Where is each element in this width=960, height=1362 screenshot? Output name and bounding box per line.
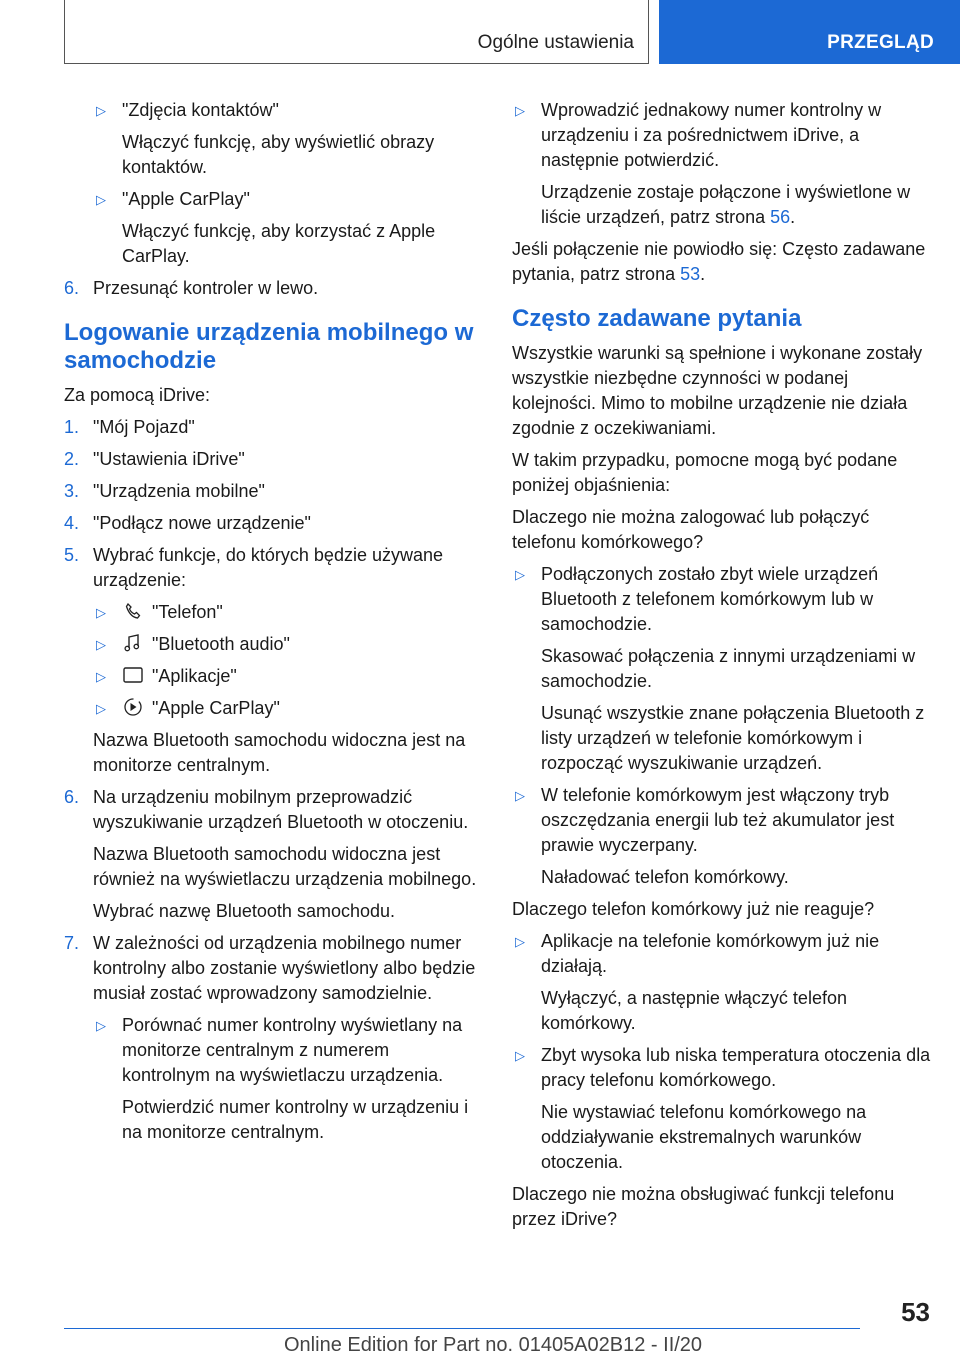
option-label: "Apple CarPlay" [122,189,250,209]
step-note: Nazwa Bluetooth samochodu widoczna jest również na wyświetlaczu urządzenia mobilnego. [93,844,477,889]
step-text: "Podłącz nowe urządzenie" [93,513,311,533]
footer-divider [64,1328,860,1329]
question: Dlaczego telefon komórkowy już nie reaguje? [512,899,875,919]
function-label: "Telefon" [152,602,223,622]
section-heading: Często zadawane pytania [512,305,802,332]
step-item [64,785,482,835]
right-column [512,98,932,1239]
step-item [64,931,482,1006]
edition-text: Online Edition for Part no. 01405A02B12 - II/20 [284,1334,703,1356]
bullet-text: Porównać numer kontrolny wyświetlany na monitorze centralnym z numerem kontrolnym na wyświetlaczu urządzenia. [122,1015,463,1085]
page-header [0,0,960,64]
list-item [512,562,932,637]
bullet-triangle-icon: ▷ [515,1048,525,1063]
function-item [64,664,482,689]
step-number: 4. [64,513,80,533]
step-text: Na urządzeniu mobilnym przeprowadzić wyszukiwanie urządzeń Bluetooth w otoczeniu. [93,787,469,832]
step-number: 6. [64,278,80,298]
step-text: Przesunąć kontroler w lewo. [93,278,319,298]
option-label: "Zdjęcia kontaktów" [122,100,279,120]
step-text: W zależności od urządzenia mobilnego numer kontrolny albo zostanie wyświetlony albo będzie musiał zostać wprowadzony samodzielnie. [93,933,476,1003]
section-heading: Logowanie urządzenia mobilnego w samochodzie [64,319,474,374]
page-number: 53 [901,1297,930,1327]
function-label: "Bluetooth audio" [152,634,290,654]
step-text: "Ustawienia iDrive" [93,449,245,469]
list-item [512,1043,932,1093]
step-number: 5. [64,545,80,565]
list-item [64,187,482,212]
question: Dlaczego nie można zalogować lub połączyć telefonu komórkowego? [512,507,870,552]
step-number: 7. [64,933,80,953]
step-item [64,447,482,472]
bullet-description: Potwierdzić numer kontrolny w urządzeniu i na monitorze centralnym. [122,1097,469,1142]
function-label: "Apple CarPlay" [152,698,280,718]
bullet-triangle-icon: ▷ [96,701,106,716]
apps-icon [122,665,144,685]
step-number: 3. [64,481,80,501]
option-description: Włączyć funkcję, aby korzystać z Apple CarPlay. [122,221,436,266]
bullet-description: Wyłączyć, a następnie włączyć telefon komórkowy. [541,988,847,1033]
bullet-triangle-icon: ▷ [515,567,525,582]
bullet-description: Nie wystawiać telefonu komórkowego na oddziaływanie ekstremalnych warunków otoczenia. [541,1102,867,1172]
phone-icon [122,601,144,621]
paragraph: W takim przypadku, pomocne mogą być podane poniżej objaśnienia: [512,450,898,495]
step-number: 1. [64,417,80,437]
list-item [512,929,932,979]
bullet-triangle-icon: ▷ [96,605,106,620]
option-description: Włączyć funkcję, aby wyświetlić obrazy kontaktów. [122,132,435,177]
bullet-description: Usunąć wszystkie znane połączenia Bluetooth z listy urządzeń w telefonie komórkowym i rozpocząć wyszukiwanie urządzeń. [541,703,925,773]
step-item [64,415,482,440]
bullet-description: Skasować połączenia z innymi urządzeniami w samochodzie. [541,646,916,691]
bullet-triangle-icon: ▷ [96,1018,106,1033]
step-number: 6. [64,787,80,807]
bullet-triangle-icon: ▷ [515,103,525,118]
step-note: Nazwa Bluetooth samochodu widoczna jest na monitorze centralnym. [93,730,466,775]
step-text: Wybrać funkcje, do których będzie używane urządzenie: [93,545,444,590]
chapter-title: PRZEGLĄD [827,32,934,53]
section-title: Ogólne ustawienia [477,32,634,53]
carplay-icon [122,697,144,717]
bullet-triangle-icon: ▷ [96,192,106,207]
bullet-text: Wprowadzić jednakowy numer kontrolny w urządzeniu i za pośrednictwem iDrive, a następnie potwierdzić. [541,100,882,170]
step-text: "Urządzenia mobilne" [93,481,265,501]
list-item [512,783,932,858]
page-link[interactable]: 53 [680,264,701,284]
chapter-tab [659,0,960,64]
paragraph: Jeśli połączenie nie powiodło się: Często zadawane pytania, patrz strona 53. [512,239,926,284]
bullet-description: Urządzenie zostaje połączone i wyświetlone w liście urządzeń, patrz strona 56. [541,182,911,227]
page-link[interactable]: 56 [770,207,791,227]
step-item [64,276,482,301]
function-label: "Aplikacje" [152,666,237,686]
function-item [64,600,482,625]
bullet-triangle-icon: ▷ [96,669,106,684]
function-item [64,632,482,657]
bullet-triangle-icon: ▷ [96,637,106,652]
step-item [64,543,482,593]
list-item [64,98,482,123]
step-number: 2. [64,449,80,469]
question: Dlaczego nie można obsługiwać funkcji telefonu przez iDrive? [512,1184,895,1229]
step-text: "Mój Pojazd" [93,417,195,437]
bullet-description: Naładować telefon komórkowy. [541,867,789,887]
left-column [64,98,482,1152]
intro-text: Za pomocą iDrive: [64,385,211,405]
bullet-text: Zbyt wysoka lub niska temperatura otoczenia dla pracy telefonu komórkowego. [541,1045,931,1090]
function-item [64,696,482,721]
bullet-text: W telefonie komórkowym jest włączony tryb oszczędzania energii lub też akumulator jest prawie wyczerpany. [541,785,895,855]
bullet-text: Aplikacje na telefonie komórkowym już nie działają. [541,931,880,976]
list-item [512,98,932,173]
bullet-triangle-icon: ▷ [515,934,525,949]
step-item [64,479,482,504]
step-note: Wybrać nazwę Bluetooth samochodu. [93,901,396,921]
music-note-icon [122,633,144,653]
step-item [64,511,482,536]
bullet-text: Podłączonych zostało zbyt wiele urządzeń Bluetooth z telefonem komórkowym lub w samochodzie. [541,564,879,634]
paragraph: Wszystkie warunki są spełnione i wykonane zostały wszystkie niezbędne czynności w podanej kolejności. Mimo to mobilne urządzenie nie działa zgodnie z oczekiwaniami. [512,343,923,438]
section-tab [64,0,649,64]
list-item [64,1013,482,1088]
bullet-triangle-icon: ▷ [515,788,525,803]
bullet-triangle-icon: ▷ [96,103,106,118]
